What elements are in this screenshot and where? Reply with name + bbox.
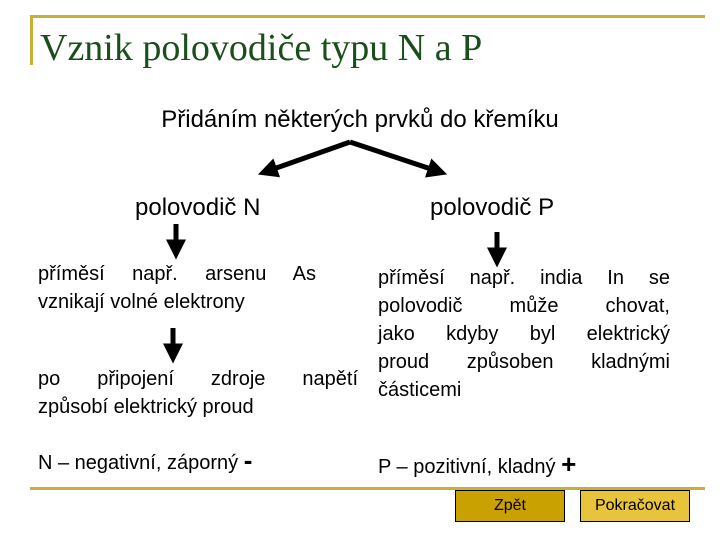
n-type-label: N – negativní, záporný	[38, 452, 239, 474]
n-admixture-line-1: příměsí např. arsenu As	[38, 263, 316, 285]
branch-arrow-right	[350, 142, 440, 172]
back-button[interactable]	[455, 490, 565, 522]
minus-sign: -	[243, 445, 253, 475]
back-button-label: Zpět	[493, 497, 526, 514]
continue-button-label: Pokračovat	[594, 497, 676, 514]
n-admixture-text	[38, 260, 316, 316]
n-effect-line-1: po připojení zdroje napětí	[38, 368, 358, 390]
plus-sign: +	[561, 449, 577, 479]
p-admixture-line-4: proud způsoben kladnými	[378, 351, 670, 373]
n-type-row	[38, 446, 252, 477]
n-effect-line-2: způsobí elektrický proud	[38, 396, 254, 418]
p-type-row	[378, 450, 576, 481]
p-admixture-text	[378, 264, 670, 404]
slide-title: Vznik polovodiče typu N a P	[40, 27, 483, 69]
p-admixture-line-1: příměsí např. india In se	[378, 267, 670, 289]
heading-semiconductor-p: polovodič P	[430, 194, 555, 221]
branch-arrow-left	[265, 142, 350, 172]
heading-semiconductor-n: polovodič N	[135, 194, 261, 221]
n-admixture-line-2: vznikají volné elektrony	[38, 291, 245, 313]
n-effect-text	[38, 365, 358, 421]
p-admixture-line-3: jako kdyby byl elektrický	[378, 323, 670, 345]
p-admixture-line-2: polovodič může chovat,	[378, 295, 670, 317]
continue-button[interactable]	[580, 490, 690, 522]
slide-subtitle: Přidáním některých prvků do křemíku	[161, 106, 559, 133]
p-admixture-line-5: částicemi	[378, 379, 462, 401]
p-type-label: P – pozitivní, kladný	[378, 456, 556, 478]
